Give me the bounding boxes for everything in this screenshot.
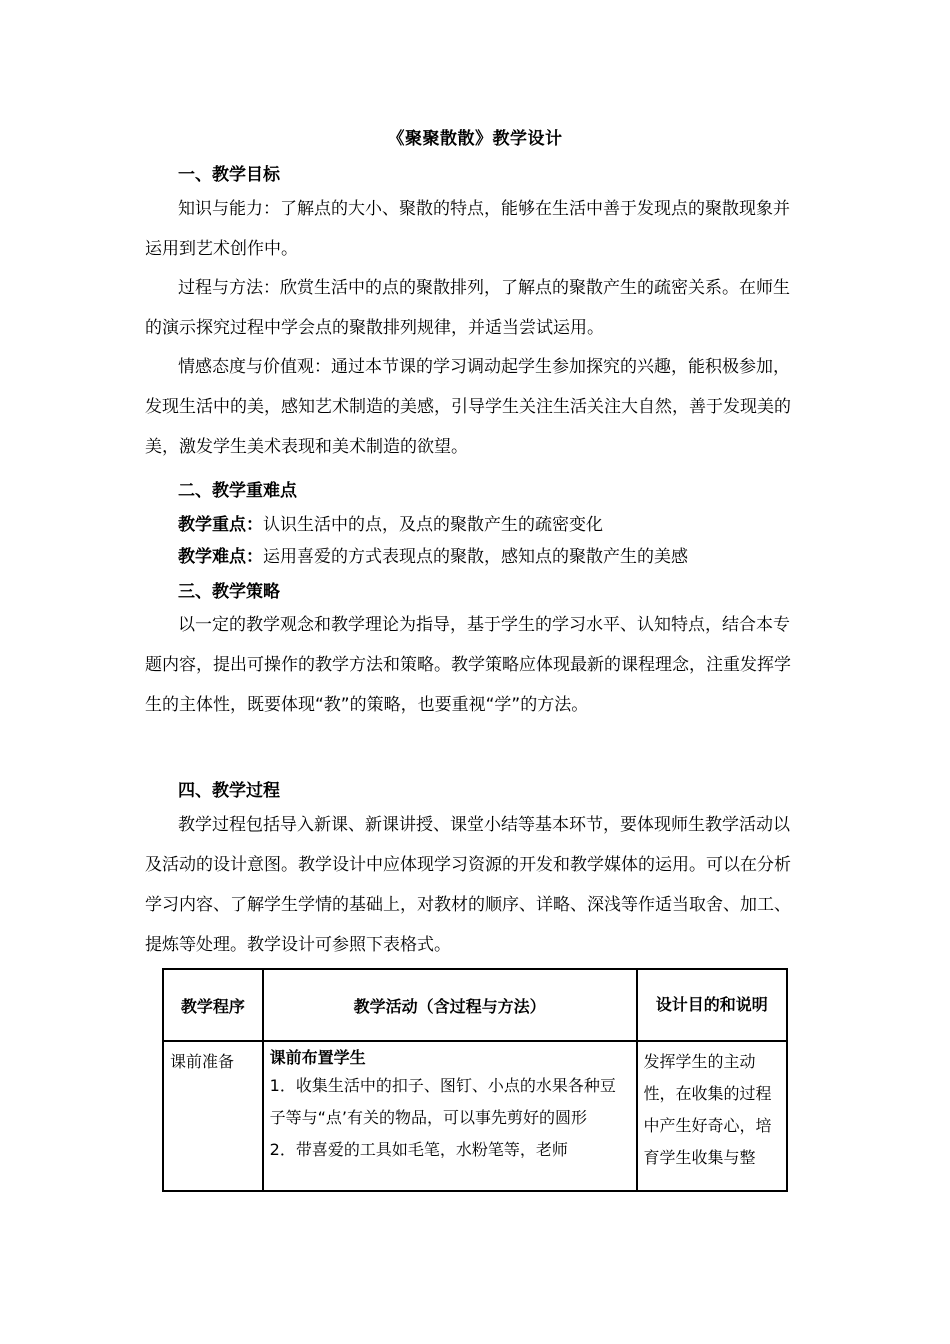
document-title: 《聚聚散散》教学设计 xyxy=(387,129,563,149)
paragraph-emotion-values xyxy=(145,347,805,467)
stage-text: 课前准备 xyxy=(170,1052,235,1071)
section-heading-objectives: 一、教学目标 xyxy=(178,165,280,185)
activity-content xyxy=(264,1042,636,1158)
section-heading-key-points: 二、教学重难点 xyxy=(178,481,297,501)
header-activity: 教学活动（含过程与方法） xyxy=(263,969,637,1041)
paragraph-process-method xyxy=(145,268,805,348)
key-point-text: 认识生活中的点，及点的聚散产生的疏密变化 xyxy=(263,515,603,535)
paragraph-text: 以一定的教学观念和教学理论为指导，基于学生的学习水平、认知特点，结合本专题内容，提出可操作的教学方法和策略。教学策略应体现最新的课程理念，注重发挥学生的主体性，既要体现“教”的策略，也要重视“学”的方法。 xyxy=(145,615,791,715)
cell-purpose xyxy=(637,1041,787,1191)
table-header-row xyxy=(163,969,787,1041)
paragraph-strategy xyxy=(145,605,805,725)
purpose-text: 发挥学生的主动性，在收集的过程中产生好奇心，培育学生收集与整 xyxy=(643,1052,772,1167)
paragraph-text: 知识与能力：了解点的大小、聚散的特点，能够在生活中善于发现点的聚散现象并运用到艺术创作中。 xyxy=(145,199,790,259)
activity-item-1: 1．收集生活中的扣子、图钉、小点的水果各种豆子等与“点’有关的物品，可以事先剪好的圆形 xyxy=(269,1076,616,1127)
difficulty-text: 运用喜爱的方式表现点的聚散，感知点的聚散产生的美感 xyxy=(263,547,688,567)
activity-item-2: 2．带喜爱的工具如毛笔，水粉笔等，老师 xyxy=(269,1140,568,1158)
header-purpose: 设计目的和说明 xyxy=(637,969,787,1041)
cell-stage xyxy=(163,1041,263,1191)
section-heading-strategy: 三、教学策略 xyxy=(178,582,280,602)
paragraph-process xyxy=(145,805,805,965)
paragraph-text: 情感态度与价值观：通过本节课的学习调动起学生参加探究的兴趣，能积极参加，发现生活中的美，感知艺术制造的美感，引导学生关注生活关注大自然，善于发现美的美，激发学生美术表现和美术制造的欲望。 xyxy=(145,357,791,457)
paragraph-text: 过程与方法：欣赏生活中的点的聚散排列，了解点的聚散产生的疏密关系。在师生的演示探究过程中学会点的聚散排列规律，并适当尝试运用。 xyxy=(145,278,790,338)
cell-activity xyxy=(263,1041,637,1191)
paragraph-text: 教学过程包括导入新课、新课讲授、课堂小结等基本环节，要体现师生教学活动以及活动的设计意图。教学设计中应体现学习资源的开发和教学媒体的运用。可以在分析学习内容、了解学生学情的基础上，对教材的顺序、详略、深浅等作适当取舍、加工、提炼等处理。教学设计可参照下表格式。 xyxy=(145,815,791,955)
key-point-label: 教学重点： xyxy=(178,515,263,535)
paragraph-knowledge-ability xyxy=(145,189,805,269)
activity-title: 课前布置学生 xyxy=(269,1048,366,1067)
table-row xyxy=(163,1041,787,1191)
section-heading-process: 四、教学过程 xyxy=(178,781,280,801)
lesson-plan-table xyxy=(162,968,788,1192)
header-stage: 教学程序 xyxy=(163,969,263,1041)
difficulty-line xyxy=(178,542,688,567)
key-point-line xyxy=(178,510,603,535)
difficulty-label: 教学难点： xyxy=(178,547,263,567)
